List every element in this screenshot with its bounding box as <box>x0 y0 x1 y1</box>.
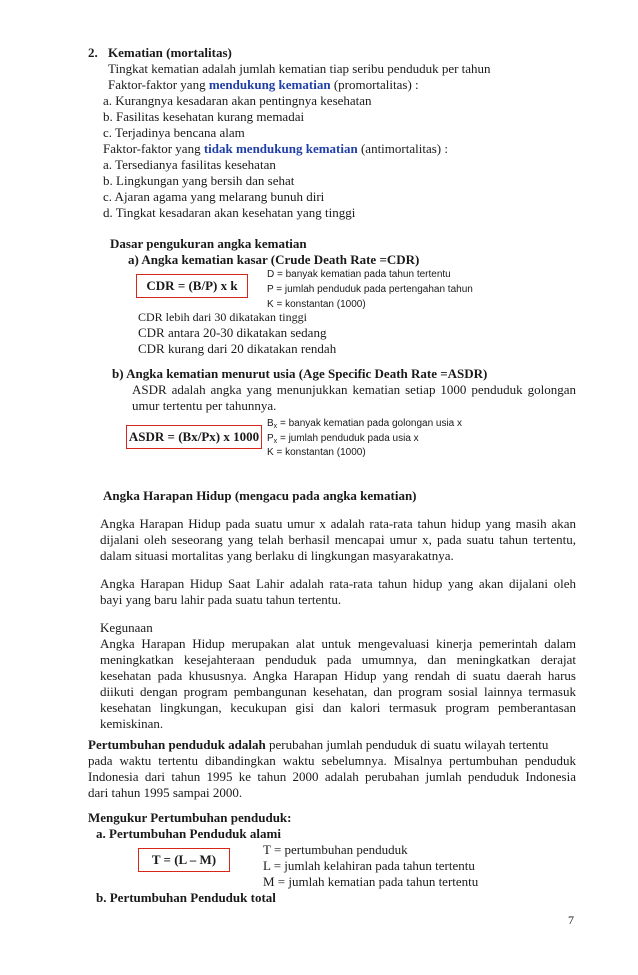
paragraph-line: Angka Harapan Hidup pada suatu umur x adalah rata-rata tahun hidup yang masih akan <box>100 516 576 531</box>
paragraph-line: dari tahun 1995 sampai 2000. <box>88 785 243 800</box>
legend-text: = jumlah penduduk pada usia x <box>277 433 419 444</box>
paragraph-line: pada waktu tertentu dibandingkan waktu sebelumnya. Misalnya pertumbuhan penduduk <box>88 753 576 768</box>
paragraph-line: Indonesia dari tahun 1995 ke tahun 2000 adalah perubahan jumlah penduduk Indonesia <box>88 769 576 784</box>
growth-formula-box: T = (L – M) <box>138 848 230 872</box>
list-item: c. Terjadinya bencana alam <box>103 125 245 140</box>
asdr-description-line: umur tertentu per tahunnya. <box>132 398 277 413</box>
paragraph-line: Angka Harapan Hidup Saat Lahir adalah rata-rata tahun hidup yang akan dijalani oleh <box>100 576 576 591</box>
cdr-formula-box: CDR = (B/P) x k <box>136 274 248 298</box>
legend-symbol: B <box>267 418 274 429</box>
heading-text: (promortalitas) : <box>330 77 419 92</box>
list-item: b. Fasilitas kesehatan kurang memadai <box>103 109 305 124</box>
list-item: c. Ajaran agama yang melarang bunuh diri <box>103 189 325 204</box>
asdr-title: b) Angka kematian menurut usia (Age Specific Death Rate =ASDR) <box>112 366 488 381</box>
growth-legend-t: T = pertumbuhan penduduk <box>263 842 408 857</box>
heading-text: Faktor-faktor yang <box>103 141 204 156</box>
cdr-note-medium: CDR antara 20-30 dikatakan sedang <box>138 325 327 340</box>
page-number: 7 <box>568 913 574 927</box>
legend-symbol: P <box>267 433 274 444</box>
paragraph-line: Angka Harapan Hidup merupakan alat untuk mengevaluasi kinerja pemerintah dalam <box>100 636 576 651</box>
alami-title: a. Pertumbuhan Penduduk alami <box>96 826 281 841</box>
legend-text: = banyak kematian pada golongan usia x <box>277 418 463 429</box>
total-title: b. Pertumbuhan Penduduk total <box>96 890 276 905</box>
cdr-legend-k: K = konstantan (1000) <box>267 299 366 310</box>
paragraph-line: meningkatkan kesejahteraan penduduk pada umumnya, dan meningkatkan derajat <box>100 652 576 667</box>
mengukur-title: Mengukur Pertumbuhan penduduk: <box>88 810 292 825</box>
asdr-legend-k: K = konstantan (1000) <box>267 447 366 458</box>
heading-text: Faktor-faktor yang <box>108 77 209 92</box>
asdr-formula-box: ASDR = (Bx/Px) x 1000 <box>126 425 262 449</box>
definition-text: perubahan jumlah penduduk di suatu wilayah tertentu <box>265 737 549 752</box>
antimortality-heading <box>103 141 448 157</box>
growth-legend-l: L = jumlah kelahiran pada tahun tertentu <box>263 858 475 873</box>
emphasis-text: mendukung kematian <box>208 77 331 92</box>
heading-text: (antimortalitas) : <box>357 141 448 156</box>
section-title: Kematian (mortalitas) <box>108 45 232 60</box>
paragraph-line: dalam situasi mortalitas yang berlaku di lingkungan masyarakatnya. <box>100 548 454 563</box>
cdr-legend-p: P = jumlah penduduk pada pertengahan tahun <box>267 284 473 295</box>
paragraph-line: bayi yang baru lahir pada suatu tahun tertentu. <box>100 592 342 607</box>
cdr-legend-d: D = banyak kematian pada tahun tertentu <box>267 269 451 280</box>
paragraph-line: dijalani oleh seseorang yang telah berhasil mencapai umur x, pada suatu tahun tertentu, <box>100 532 576 547</box>
pertumbuhan-definition-line <box>88 737 548 753</box>
legend-subscript: x <box>273 438 278 445</box>
paragraph-line: kesehatan lingkungan, kecukupan gisi dan kalori termasuk program pemberantasan <box>100 700 576 715</box>
list-item: a. Kurangnya kesadaran akan pentingnya kesehatan <box>103 93 372 108</box>
promortality-heading <box>108 77 419 93</box>
harapan-title: Angka Harapan Hidup (mengacu pada angka kematian) <box>103 488 417 503</box>
paragraph-line: kemiskinan. <box>100 716 164 731</box>
cdr-note-high: CDR lebih dari 30 dikatakan tinggi <box>138 310 307 324</box>
cdr-note-low: CDR kurang dari 20 dikatakan rendah <box>138 341 337 356</box>
paragraph-line: kesehatan pada khususnya. Angka Harapan Hidup yang rendah di suatu daerah harus <box>100 668 576 683</box>
section-number: 2. <box>88 45 98 60</box>
legend-subscript: x <box>273 423 278 430</box>
term-bold: Pertumbuhan penduduk adalah <box>88 737 266 752</box>
list-item: a. Tersedianya fasilitas kesehatan <box>103 157 276 172</box>
list-item: d. Tingkat kesadaran akan kesehatan yang tinggi <box>103 205 356 220</box>
emphasis-text: tidak mendukung kematian <box>203 141 358 156</box>
mortality-definition: Tingkat kematian adalah jumlah kematian tiap seribu penduduk per tahun <box>108 61 491 76</box>
asdr-description-line: ASDR adalah angka yang menunjukkan kematian setiap 1000 penduduk golongan <box>132 382 576 397</box>
growth-legend-m: M = jumlah kematian pada tahun tertentu <box>263 874 479 889</box>
list-item: b. Lingkungan yang bersih dan sehat <box>103 173 295 188</box>
kegunaan-heading: Kegunaan <box>100 620 153 635</box>
cdr-title: a) Angka kematian kasar (Crude Death Rate =CDR) <box>128 252 420 267</box>
dasar-title: Dasar pengukuran angka kematian <box>110 236 307 251</box>
paragraph-line: diikuti dengan program pembangunan kesehatan, dan program sosial lainnya termasuk <box>100 684 576 699</box>
